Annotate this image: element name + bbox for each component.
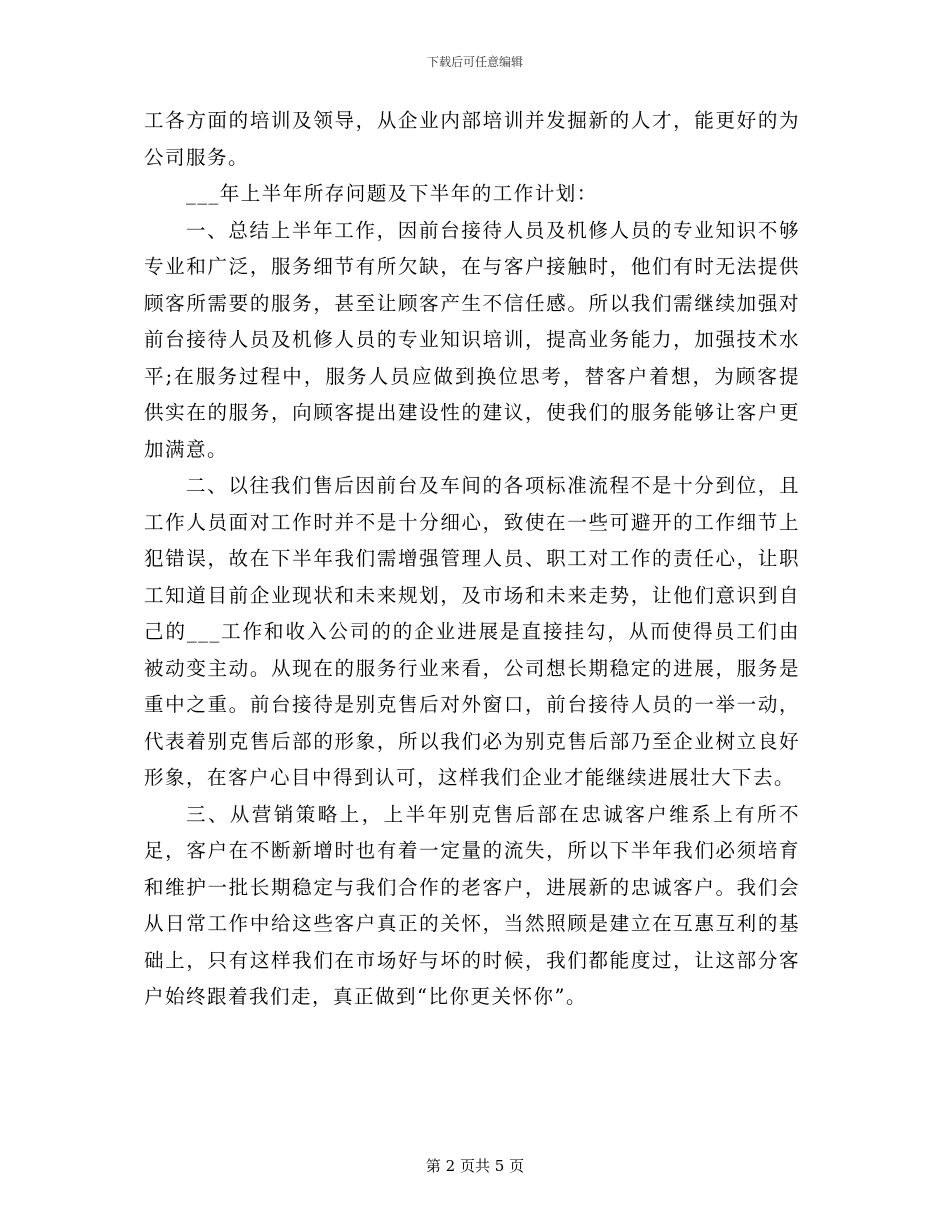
paragraph-continuation: 工各方面的培训及领导，从企业内部培训并发掘新的人才，能更好的为公司服务。 (144, 109, 800, 169)
paragraph-section-heading: ___年上半年所存问题及下半年的工作计划： (186, 182, 598, 205)
page-header: 下载后可任意编辑 (426, 55, 523, 69)
paragraph-point-one: 一、总结上半年工作，因前台接待人员及机修人员的专业知识不够专业和广泛，服务细节有所欠缺，在与客户接触时，他们有时无法提供顾客所需要的服务，甚至让顾客产生不信任感。所以我们需继续加强对前台接待人员及机修人员的专业知识培训，提高业务能力，加强技术水平;在服务过程中，服务人员应做到换位思考，替客户着想，为顾客提供实在的服务，向顾客提出建设性的建议，使我们的服务能够让客户更加满意。 (144, 218, 800, 461)
paragraph-point-two: 二、以往我们售后因前台及车间的各项标准流程不是十分到位，且工作人员面对工作时并不是十分细心，致使在一些可避开的工作细节上犯错误，故在下半年我们需增强管理人员、职工对工作的责任心，让职工知道目前企业现状和未来规划，及市场和未来走势，让他们意识到自己的___工作和收入公司的的企业进展是直接挂勾，从而使得员工们由被动变主动。从现在的服务行业来看，公司想长期稳定的进展，服务是重中之重。前台接待是别克售后对外窗口，前台接待人员的一举一动，代表着别克售后部的形象，所以我们必为别克售后部乃至企业树立良好形象，在客户心目中得到认可，这样我们企业才能继续进展壮大下去。 (144, 474, 800, 789)
document-body (144, 103, 800, 1016)
page-number: 第 2 页共 5 页 (425, 1157, 525, 1175)
paragraph-point-three: 三、从营销策略上，上半年别克售后部在忠诚客户维系上有所不足，客户在不断新增时也有着一定量的流失，所以下半年我们必须培育和维护一批长期稳定与我们合作的老客户，进展新的忠诚客户。我们会从日常工作中给这些客户真正的关怀，当然照顾是建立在互惠互利的基础上，只有这样我们在市场好与坏的时候，我们都能度过，让这部分客户始终跟着我们走，真正做到“比你更关怀你”。 (144, 802, 800, 1008)
